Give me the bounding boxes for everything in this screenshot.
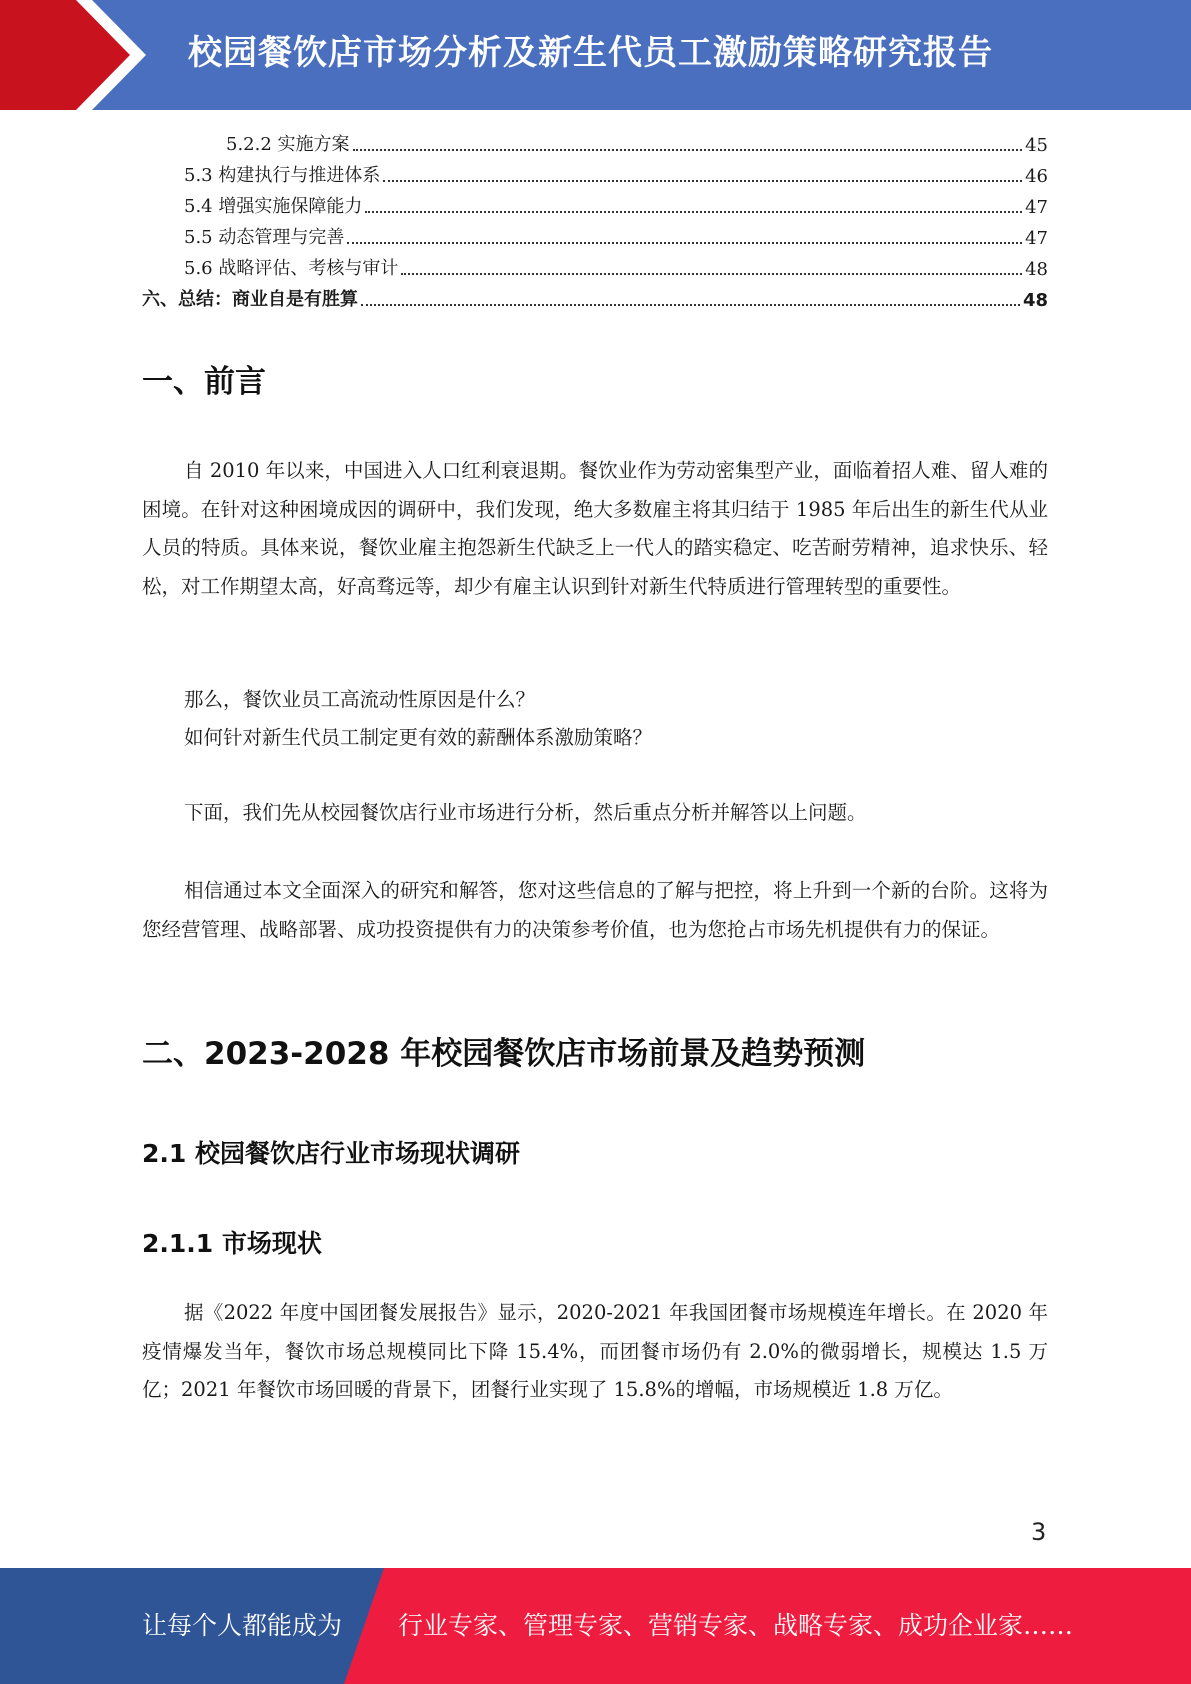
footer-slogan-left: 让每个人都能成为 (142, 1611, 343, 1640)
toc-leader-dots (361, 304, 1020, 306)
toc-entry[interactable] (142, 252, 1048, 283)
toc-entry[interactable] (142, 221, 1048, 252)
table-of-contents (142, 128, 1048, 314)
toc-entry-page: 48 (1025, 259, 1048, 280)
preface-question-2: 如何针对新生代员工制定更有效的薪酬体系激励策略？ (184, 726, 653, 749)
preface-paragraph-2: 下面，我们先从校园餐饮店行业市场进行分析，然后重点分析并解答以上问题。 (184, 801, 867, 824)
preface-question-1: 那么，餐饮业员工高流动性原因是什么？ (184, 688, 536, 711)
section-heading-preface: 一、前言 (142, 364, 266, 400)
preface-paragraph-3: 相信通过本文全面深入的研究和解答，您对这些信息的了解与把控，将上升到一个新的台阶。这将为您经营管理、战略部署、成功投资提供有力的决策参考价值，也为您抢占市场先机提供有力的保证。 (142, 879, 1048, 941)
section-heading-forecast: 二、2023-2028 年校园餐饮店市场前景及趋势预测 (142, 1036, 866, 1072)
toc-entry-label: 5.6 战略评估、考核与审计 (184, 258, 399, 279)
subsection-heading-2-1: 2.1 校园餐饮店行业市场现状调研 (142, 1139, 520, 1168)
toc-entry-page: 47 (1025, 228, 1048, 249)
toc-entry-label: 5.4 增强实施保障能力 (184, 196, 363, 217)
toc-leader-dots (353, 149, 1023, 151)
toc-entry-page: 47 (1025, 197, 1048, 218)
footer-slogan-right: 行业专家、管理专家、营销专家、战略专家、成功企业家…… (398, 1611, 1074, 1640)
toc-entry-label: 5.2.2 实施方案 (226, 134, 350, 155)
toc-leader-dots (365, 211, 1022, 213)
toc-entry[interactable] (142, 190, 1048, 221)
page-number: 3 (1031, 1518, 1047, 1546)
toc-entry[interactable] (142, 283, 1048, 314)
subsection-heading-2-1-1: 2.1.1 市场现状 (142, 1229, 322, 1258)
toc-entry-label: 六、总结：商业自是有胜算 (142, 289, 358, 310)
market-status-paragraph: 据《2022 年度中国团餐发展报告》显示，2020-2021 年我国团餐市场规模连年增长。在 2020 年疫情爆发当年，餐饮市场总规模同比下降 15.4%，而团餐市场仍有 2.0%的微弱增长，规模达 1.5 万亿；2021 年餐饮市场回暖的背景下，团餐行业实现了 15.8%的增幅，市场规模近 1.8 万亿。 (142, 1301, 1048, 1401)
toc-entry-page: 46 (1025, 166, 1048, 187)
header-arrow-decoration (0, 0, 160, 110)
toc-entry-label: 5.3 构建执行与推进体系 (184, 165, 381, 186)
toc-entry-page: 48 (1022, 290, 1048, 311)
footer-banner (0, 1568, 1191, 1684)
toc-leader-dots (347, 242, 1022, 244)
toc-leader-dots (401, 273, 1022, 275)
toc-entry-page: 45 (1025, 135, 1048, 156)
document-title: 校园餐饮店市场分析及新生代员工激励策略研究报告 (188, 33, 993, 73)
toc-entry[interactable] (142, 128, 1048, 159)
toc-entry-label: 5.5 动态管理与完善 (184, 227, 345, 248)
header-banner (0, 0, 1191, 110)
toc-leader-dots (383, 180, 1022, 182)
toc-entry[interactable] (142, 159, 1048, 190)
preface-paragraph-1: 自 2010 年以来，中国进入人口红利衰退期。餐饮业作为劳动密集型产业，面临着招人难、留人难的困境。在针对这种困境成因的调研中，我们发现，绝大多数雇主将其归结于 1985 年后出生的新生代从业人员的特质。具体来说，餐饮业雇主抱怨新生代缺乏上一代人的踏实稳定、吃苦耐劳精神，追求快乐、轻松，对工作期望太高，好高骛远等，却少有雇主认识到针对新生代特质进行管理转型的重要性。 (142, 459, 1048, 598)
